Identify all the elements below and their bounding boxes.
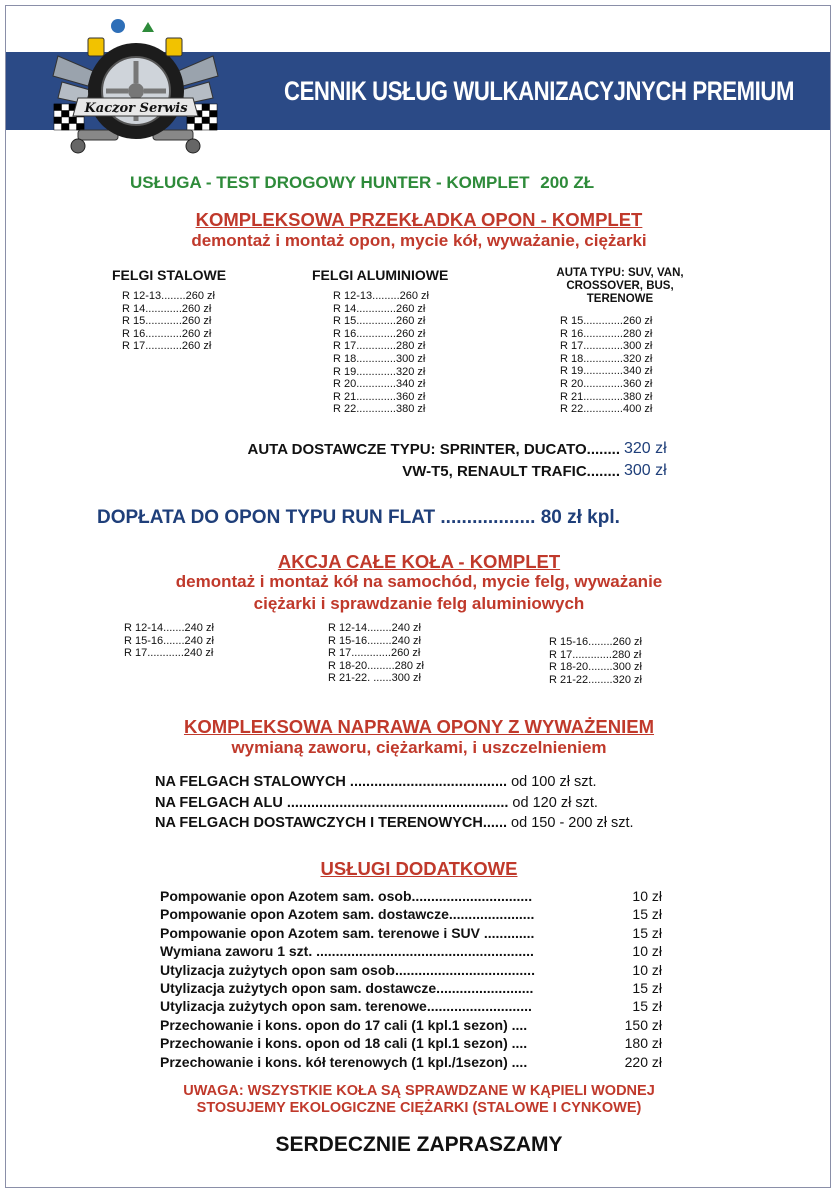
list-item: R 20............. 340 zł xyxy=(333,378,426,391)
col-felgi-stalowe-header: FELGI STALOWE xyxy=(112,267,227,283)
list-item: R 17............. 280 zł xyxy=(333,340,426,353)
dostawcze-price: 320 zł xyxy=(624,440,667,457)
col-suv-header-line: TERENOWE xyxy=(586,293,654,305)
list-item: R 19............. 320 zł xyxy=(333,365,426,378)
akcja-list-2 xyxy=(328,622,424,685)
test-drogowy-price: 200 ZŁ xyxy=(540,173,595,192)
list-item: R 15............. 260 zł xyxy=(560,315,653,327)
list-item: NA FELGACH STALOWYCH ....................................... od 100 zł szt. xyxy=(155,774,597,790)
uwaga-line-2: STOSUJEMY EKOLOGICZNE CIĘŻARKI (STALOWE I CYNKOWE) xyxy=(196,1100,642,1116)
akcja-title: AKCJA CAŁE KOŁA - KOMPLET xyxy=(277,551,561,572)
test-drogowy-label: USŁUGA - TEST DROGOWY HUNTER - KOMPLET xyxy=(130,173,530,192)
list-item: R 12-13......... 260 zł xyxy=(333,290,429,302)
list-item: R 15-16........ 240 zł xyxy=(328,634,421,647)
list-item: R 22............. 400 zł xyxy=(560,403,653,416)
list-item: R 12-14........ 240 zł xyxy=(328,622,421,634)
list-item: R 21............. 380 zł xyxy=(560,390,653,403)
akcja-list-3 xyxy=(549,636,642,686)
kaczor-serwis-logo xyxy=(48,16,223,161)
dostawcze-line-2 xyxy=(402,463,620,480)
akcja-subtitle: ciężarki i sprawdzanie felg aluminiowych xyxy=(253,594,585,613)
price-list-suv xyxy=(560,315,652,416)
dodatkowe-list xyxy=(160,887,662,1071)
list-item: Pompowanie opon Azotem sam. terenowe i SUV ............. 15 zł xyxy=(160,924,662,941)
list-item: R 21-22. ...... 300 zł xyxy=(328,672,421,685)
list-item: R 21............. 360 zł xyxy=(333,390,426,403)
price-list-felgi-stalowe xyxy=(122,290,215,353)
list-item: Przechowanie i kons. kół terenowych (1 kpl./1sezon) .... 220 zł xyxy=(160,1053,662,1070)
list-item: Przechowanie i kons. opon od 18 cali (1 kpl.1 sezon) .... 180 zł xyxy=(160,1035,662,1052)
list-item: Utylizacja zużytych opon sam osob.................................... 10 zł xyxy=(160,961,662,978)
price-list-felgi-aluminiowe xyxy=(333,290,429,416)
list-item: R 12-14....... 240 zł xyxy=(124,622,214,634)
list-item: R 15-16....... 240 zł xyxy=(124,634,214,647)
list-item: R 15............. 260 zł xyxy=(333,315,426,328)
list-item: Utylizacja zużytych opon sam. dostawcze......................... 15 zł xyxy=(160,980,662,997)
list-item: R 17............ 260 zł xyxy=(122,340,212,353)
list-item: R 17............ 240 zł xyxy=(124,647,214,660)
list-item: R 18............. 320 zł xyxy=(560,352,653,365)
list-item: R 21-22........ 320 zł xyxy=(549,673,642,686)
list-item: R 15-16........ 260 zł xyxy=(549,636,642,648)
list-item: R 22............. 380 zł xyxy=(333,403,426,416)
akcja-subtitle: demontaż i montaż kół na samochód, mycie felg, wyważanie xyxy=(175,572,663,591)
naprawa-subtitle: wymianą zaworu, ciężarkami, i uszczelnieniem xyxy=(231,738,607,757)
list-item: R 12-13........ 260 zł xyxy=(122,290,215,302)
list-item: R 17............. 280 zł xyxy=(549,648,642,661)
dostawcze-label: VW-T5, RENAULT TRAFIC........ xyxy=(402,463,620,480)
svg-text:Kaczor Serwis: Kaczor Serwis xyxy=(84,101,188,116)
naprawa-list xyxy=(155,772,634,834)
list-item: NA FELGACH ALU ....................................................... od 120 zł szt. xyxy=(155,794,598,811)
list-item: NA FELGACH DOSTAWCZYCH I TERENOWYCH...... od 150 - 200 zł szt. xyxy=(155,815,634,831)
list-item: R 16............ 260 zł xyxy=(122,327,212,340)
uwaga-line-1: UWAGA: WSZYSTKIE KOŁA SĄ SPRAWDZANE W KĄPIELI WODNEJ xyxy=(183,1083,655,1099)
list-item: R 20............. 360 zł xyxy=(560,377,653,390)
dostawcze-price: 300 zł xyxy=(624,462,667,479)
przekladka-title: KOMPLEKSOWA PRZEKŁADKA OPON - KOMPLET xyxy=(195,209,643,230)
list-item: R 15............ 260 zł xyxy=(122,315,212,328)
przekladka-subtitle: demontaż i montaż opon, mycie kół, wyważanie, ciężarki xyxy=(191,231,647,250)
list-item: R 17............. 260 zł xyxy=(328,647,421,660)
dostawcze-label: AUTA DOSTAWCZE TYPU: SPRINTER, DUCATO........ xyxy=(247,441,620,458)
naprawa-title: KOMPLEKSOWA NAPRAWA OPONY Z WYWAŻENIEM xyxy=(183,716,655,737)
dostawcze-line-1 xyxy=(247,441,620,458)
list-item: R 19............. 340 zł xyxy=(560,365,653,378)
page-title: CENNIK USŁUG WULKANIZACYJNYCH PREMIUM xyxy=(284,76,795,106)
dodatkowe-title: USŁUGI DODATKOWE xyxy=(320,858,518,879)
list-item: Pompowanie opon Azotem sam. dostawcze...................... 15 zł xyxy=(160,906,662,923)
col-felgi-aluminiowe-header: FELGI ALUMINIOWE xyxy=(312,267,449,283)
list-item: Utylizacja zużytych opon sam. terenowe........................... 15 zł xyxy=(160,998,662,1015)
list-item: R 18-20......... 280 zł xyxy=(328,659,424,672)
list-item: R 16............. 280 zł xyxy=(560,327,653,340)
test-drogowy-line xyxy=(130,173,594,193)
footer-invitation: SERDECZNIE ZAPRASZAMY xyxy=(275,1133,563,1156)
akcja-list-1 xyxy=(124,622,214,660)
list-item: R 18............. 300 zł xyxy=(333,352,426,365)
list-item: R 18-20........ 300 zł xyxy=(549,661,642,674)
col-suv-header-line: CROSSOVER, BUS, xyxy=(566,280,674,292)
col-suv-header-line: AUTA TYPU: SUV, VAN, xyxy=(556,267,684,279)
col-suv-header xyxy=(538,267,702,306)
list-item: R 17............. 300 zł xyxy=(560,340,653,353)
run-flat-line: DOPŁATA DO OPON TYPU RUN FLAT .................. 80 zł kpl. xyxy=(97,507,620,528)
list-item: Wymiana zaworu 1 szt. ........................................................ 10 zł xyxy=(160,943,662,960)
list-item: R 14............. 260 zł xyxy=(333,302,426,315)
list-item: R 16............. 260 zł xyxy=(333,327,426,340)
list-item: Pompowanie opon Azotem sam. osob............................... 10 zł xyxy=(160,888,662,904)
list-item: Przechowanie i kons. opon do 17 cali (1 kpl.1 sezon) .... 150 zł xyxy=(160,1016,662,1033)
list-item: R 14............ 260 zł xyxy=(122,302,212,315)
